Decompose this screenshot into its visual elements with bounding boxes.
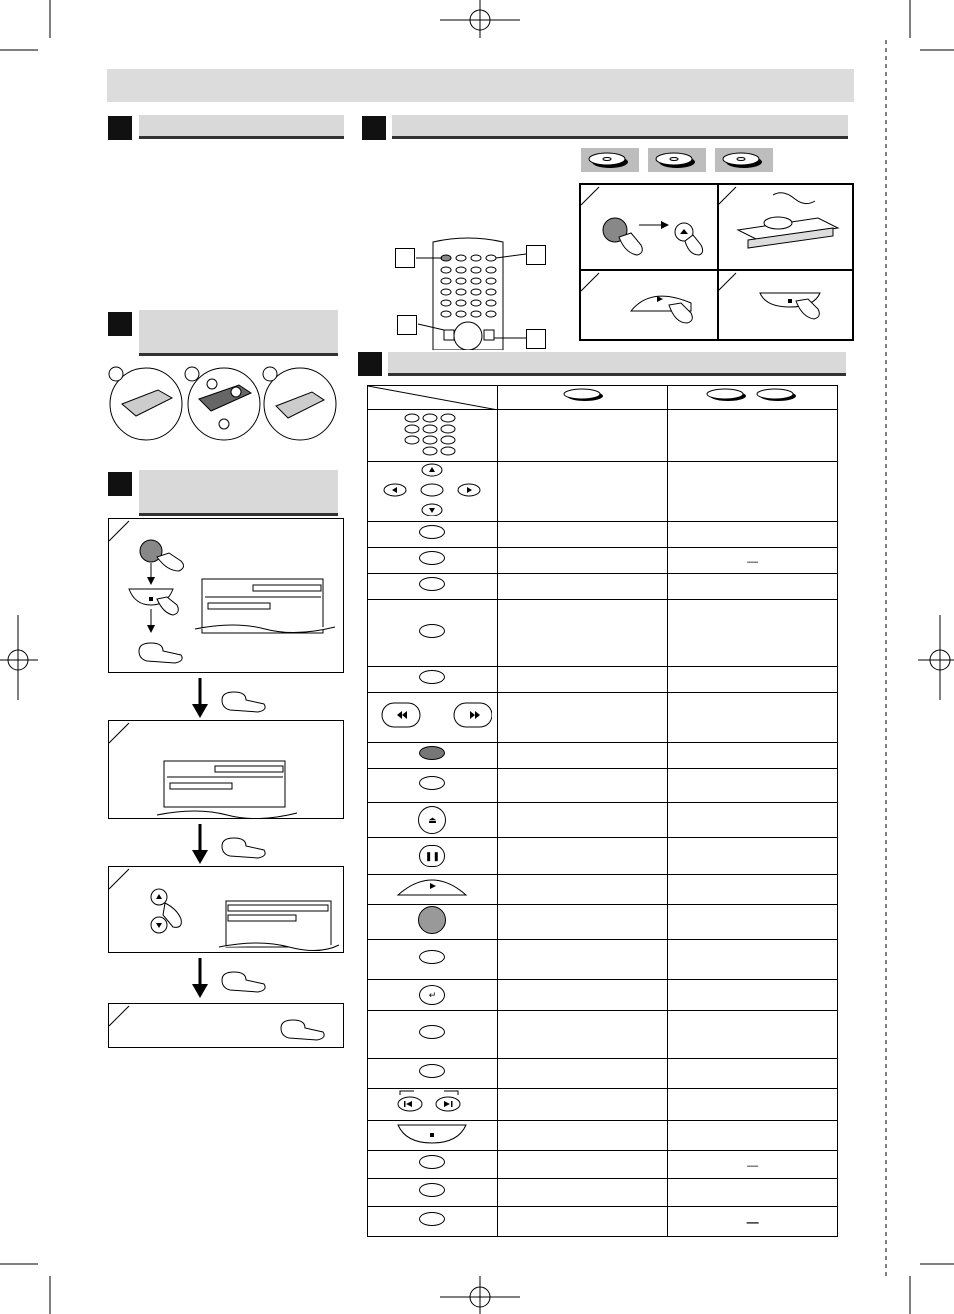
table-header-disc-col1 <box>497 386 667 410</box>
pause-icon: ❚❚ <box>419 845 445 867</box>
button-icon <box>419 776 445 790</box>
button-icon <box>419 1155 445 1169</box>
disc-icon <box>553 387 613 403</box>
remote-callout-3 <box>397 315 417 335</box>
section-2-header <box>392 115 848 139</box>
table-row <box>368 1121 838 1151</box>
section-1-header <box>139 115 344 139</box>
button-icon <box>419 746 445 760</box>
disc-icon <box>581 148 639 172</box>
disc-icon <box>715 148 773 172</box>
remote-callout-2 <box>526 245 546 265</box>
disc-icon <box>757 389 796 401</box>
table-row <box>368 875 838 905</box>
return-icon: ↵ <box>419 985 445 1005</box>
not-applicable-mark: — <box>747 1159 759 1172</box>
table-row <box>368 1207 838 1237</box>
eject-icon: ⏏ <box>418 806 446 834</box>
remote-callout-1 <box>395 248 415 268</box>
button-icon <box>419 525 445 539</box>
section-4-header <box>139 470 338 516</box>
setup-arrow-3 <box>188 956 298 1002</box>
setup-step-3-illustration <box>109 867 343 952</box>
table-header-row <box>368 386 838 410</box>
table-row <box>368 769 838 803</box>
setup-arrow-1 <box>188 676 298 720</box>
stop-icon <box>430 1133 434 1137</box>
section-3-number-box <box>108 312 132 336</box>
section-1-number-box <box>108 116 132 140</box>
setup-arrow-2 <box>188 822 298 866</box>
not-applicable-mark: — <box>747 555 759 568</box>
button-icon <box>419 577 445 591</box>
section-4-number-box <box>108 472 132 496</box>
function-table <box>367 385 838 1237</box>
playback-step-2-illustration <box>718 185 852 267</box>
button-icon <box>419 670 445 684</box>
table-row <box>368 693 838 743</box>
button-icon <box>419 551 445 565</box>
section-2-number-box <box>362 116 386 140</box>
setup-step-3-box <box>108 866 344 953</box>
table-row <box>368 1059 838 1089</box>
table-row <box>368 410 838 462</box>
button-icon <box>419 624 445 638</box>
arrow-keys-icon <box>368 462 498 522</box>
section-3-header <box>139 310 338 356</box>
stop-button-icon <box>392 1121 472 1145</box>
button-icon <box>418 906 446 934</box>
table-row <box>368 980 838 1011</box>
playback-step-1-illustration <box>581 185 715 267</box>
not-applicable-mark: — <box>746 1214 759 1229</box>
table-row <box>368 803 838 838</box>
disc-icon <box>648 148 706 172</box>
table-row <box>368 574 838 600</box>
table-row <box>368 905 838 940</box>
setup-step-1-box <box>108 518 344 673</box>
setup-step-4-box <box>108 1003 344 1048</box>
table-row <box>368 462 838 522</box>
table-row <box>368 548 838 574</box>
number-keys-icon <box>368 410 498 462</box>
setup-step-4-illustration <box>109 1004 343 1047</box>
disc-chip-1 <box>581 148 639 172</box>
battery-installation-illustration <box>104 364 344 444</box>
playback-step-3-illustration <box>581 271 715 341</box>
table-row <box>368 743 838 769</box>
stop-icon <box>788 299 792 303</box>
playback-step-4-illustration <box>718 271 852 341</box>
title-band <box>107 69 854 102</box>
setup-step-2-box <box>108 720 344 819</box>
button-icon <box>419 1025 445 1039</box>
table-row <box>368 1011 838 1059</box>
table-header-disc-col2 <box>668 386 838 410</box>
table-row <box>368 1151 838 1179</box>
section-5-header <box>388 352 846 376</box>
button-icon <box>419 1212 445 1226</box>
button-icon <box>419 950 445 964</box>
button-icon <box>419 1064 445 1078</box>
setup-step-1-illustration <box>109 519 343 672</box>
table-row <box>368 1179 838 1207</box>
play-button-icon <box>392 875 472 899</box>
disc-icon <box>707 389 746 401</box>
table-row <box>368 1089 838 1121</box>
remote-callout-4 <box>526 329 546 349</box>
disc-chip-3 <box>715 148 773 172</box>
table-row <box>368 522 838 548</box>
button-icon <box>419 1183 445 1197</box>
section-5-number-box <box>358 352 382 376</box>
table-row <box>368 838 838 875</box>
table-row <box>368 600 838 667</box>
table-row <box>368 667 838 693</box>
table-row <box>368 940 838 980</box>
table-corner-cell <box>368 386 498 410</box>
disc-chip-2 <box>648 148 706 172</box>
playback-steps-grid <box>579 183 854 341</box>
setup-step-2-illustration <box>109 721 343 818</box>
